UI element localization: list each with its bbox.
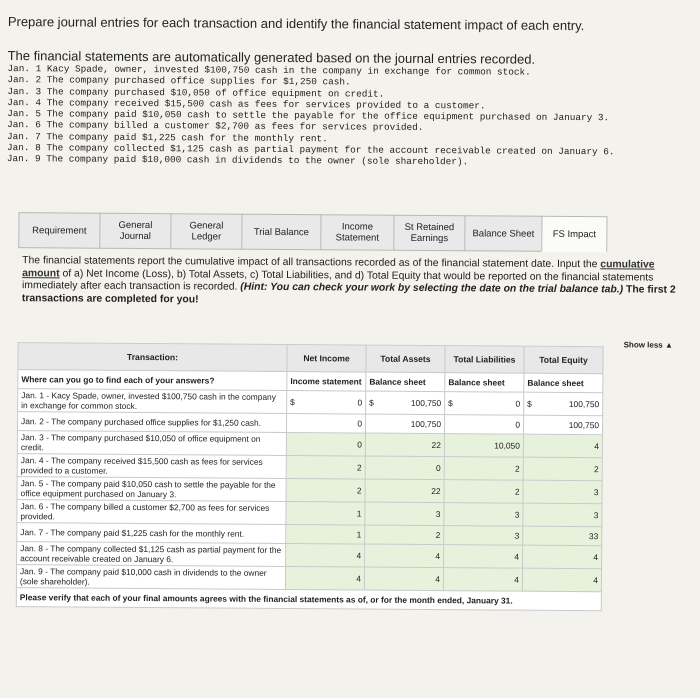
tab-fs-impact[interactable]: FS Impact — [541, 216, 607, 252]
total-liabilities-value: 2 — [515, 464, 520, 474]
triangle-up-icon: ▲ — [665, 341, 673, 350]
total-equity-input[interactable] — [523, 503, 602, 527]
net-income-value: 2 — [357, 486, 362, 496]
where-total-liabilities: Balance sheet — [445, 373, 524, 393]
cumulative-amount-link[interactable]: cumulative amount — [22, 259, 655, 279]
tab-income-statement[interactable]: Income Statement — [320, 214, 393, 251]
total-assets-input[interactable] — [365, 525, 444, 545]
net-income-value: 4 — [356, 551, 361, 561]
tab-trial-balance[interactable]: Trial Balance — [241, 214, 320, 251]
total-equity-input[interactable] — [523, 434, 602, 458]
transaction-label: Jan. 4 - The company received $15,500 cash as fees for services provided to a customer. — [17, 454, 286, 479]
page-title: Prepare journal entries for each transaction and identify the financial statement impact of each entry. — [8, 14, 585, 33]
net-income-value: 1 — [357, 509, 362, 519]
total-assets-input[interactable] — [365, 479, 444, 503]
event-item: Jan. 1 Kacy Spade, owner, invested $100,750 cash in the company in exchange for common stock. — [7, 63, 615, 79]
event-item: Jan. 5 The company paid $10,050 cash to settle the payable for the office equipment purchased on January 3. — [7, 108, 615, 124]
verify-note: Please verify that each of your final amounts agrees with the financial statements as of, or for the month ended, January 31. — [16, 588, 601, 611]
total-liabilities-input[interactable] — [444, 434, 523, 458]
total-equity-value: 4 — [594, 441, 599, 451]
total-assets-value: 2 — [436, 530, 441, 540]
event-item: Jan. 4 The company received $15,500 cash as fees for services provided to a customer. — [7, 97, 615, 113]
total-liabilities-value: 2 — [515, 487, 520, 497]
total-equity-value: 2 — [594, 464, 599, 474]
total-assets-value: 100,750 — [411, 419, 441, 429]
total-liabilities-input[interactable] — [444, 480, 523, 504]
total-equity-input[interactable] — [523, 545, 602, 569]
total-equity-value: 100,750 — [569, 399, 599, 409]
net-income-input[interactable] — [286, 456, 365, 480]
total-assets-input[interactable] — [365, 433, 444, 457]
net-income-value: 0 — [357, 398, 362, 408]
total-equity-value: 100,750 — [569, 420, 599, 430]
total-liabilities-value: 10,050 — [494, 440, 520, 450]
event-item: Jan. 2 The company purchased office supplies for $1,250 cash. — [7, 74, 615, 90]
total-assets-value: 100,750 — [411, 398, 441, 408]
total-assets-value: 3 — [436, 509, 441, 519]
tab-general-ledger[interactable]: General Ledger — [170, 213, 241, 249]
total-liabilities-value: 0 — [515, 399, 520, 409]
net-income-input[interactable] — [286, 479, 365, 503]
total-assets-value: 22 — [432, 440, 441, 450]
instructions-note: The first 2 transactions are completed for you! — [22, 284, 676, 305]
col-total-liabilities: Total Liabilities — [445, 346, 524, 374]
total-assets-input[interactable] — [365, 456, 444, 480]
net-income-value: 4 — [356, 574, 361, 584]
where-label: Where can you go to find each of your answers? — [18, 370, 287, 391]
currency-symbol: $ — [369, 398, 374, 408]
col-net-income: Net Income — [287, 345, 366, 373]
transaction-label: Jan. 2 - The company purchased office supplies for $1,250 cash. — [17, 412, 286, 433]
net-income-input[interactable] — [286, 433, 365, 457]
total-equity-input[interactable] — [523, 526, 602, 546]
total-equity-input[interactable] — [523, 480, 602, 504]
event-item: Jan. 6 The company billed a customer $2,700 as fees for services provided. — [7, 120, 615, 136]
total-equity-input — [524, 392, 603, 416]
event-item: Jan. 3 The company purchased $10,050 of office equipment on credit. — [7, 86, 615, 102]
instructions — [22, 255, 686, 310]
table-header-row — [18, 343, 603, 374]
total-equity-value: 33 — [589, 531, 598, 541]
tab-bar — [18, 212, 607, 252]
net-income-value: 0 — [357, 440, 362, 450]
total-assets-value: 22 — [431, 486, 440, 496]
net-income-input[interactable] — [285, 567, 364, 591]
currency-symbol: $ — [527, 399, 532, 409]
total-liabilities-input — [445, 392, 524, 416]
total-equity-input[interactable] — [522, 568, 601, 592]
col-total-assets: Total Assets — [366, 345, 445, 373]
net-income-input[interactable] — [286, 502, 365, 526]
transaction-label: Jan. 1 - Kacy Spade, owner, invested $100,750 cash in the company in exchange for common stock. — [18, 389, 287, 414]
instructions-text: of a) Net Income (Loss), b) Total Assets, c) Total Liabilities, and d) Total Equity that would be reported on the financial statements immediately after each transaction is recorded. — [22, 268, 653, 293]
total-equity-value: 4 — [593, 575, 598, 585]
total-liabilities-input[interactable] — [444, 503, 523, 527]
total-liabilities-input[interactable] — [444, 457, 523, 481]
total-equity-input — [523, 415, 602, 435]
total-equity-value: 3 — [594, 487, 599, 497]
currency-symbol: $ — [448, 398, 453, 408]
transaction-label: Jan. 9 - The company paid $10,000 cash in dividends to the owner (sole shareholder). — [16, 565, 285, 590]
total-assets-value: 4 — [435, 551, 440, 561]
tab-requirement[interactable]: Requirement — [18, 212, 99, 249]
total-liabilities-input[interactable] — [444, 545, 523, 569]
total-assets-value: 4 — [435, 574, 440, 584]
show-less-link[interactable] — [624, 340, 673, 349]
total-assets-input — [366, 391, 445, 415]
net-income-input[interactable] — [286, 544, 365, 568]
net-income-input — [286, 414, 365, 434]
total-assets-input — [365, 414, 444, 434]
net-income-value: 0 — [357, 419, 362, 429]
total-equity-value: 3 — [594, 510, 599, 520]
col-transaction: Transaction: — [18, 343, 287, 372]
total-assets-input[interactable] — [365, 544, 444, 568]
tab-balance-sheet[interactable]: Balance Sheet — [464, 215, 541, 252]
total-liabilities-value: 3 — [515, 531, 520, 541]
total-assets-value: 0 — [436, 463, 441, 473]
where-total-assets: Balance sheet — [366, 372, 445, 392]
transaction-label: Jan. 5 - The company paid $10,050 cash to settle the payable for the office equipment purchased on January 3. — [17, 477, 286, 502]
transaction-label: Jan. 6 - The company billed a customer $2,700 as fees for services provided. — [17, 500, 286, 525]
table-footer-row — [16, 588, 601, 611]
total-liabilities-input[interactable] — [444, 526, 523, 546]
event-item: Jan. 9 The company paid $10,000 cash in dividends to the owner (sole shareholder). — [7, 153, 615, 169]
event-item: Jan. 7 The company paid $1,225 cash for the monthly rent. — [7, 131, 615, 147]
total-liabilities-value: 3 — [515, 510, 520, 520]
net-income-value: 1 — [357, 530, 362, 540]
total-liabilities-input — [444, 415, 523, 435]
total-assets-input[interactable] — [364, 567, 443, 591]
total-liabilities-value: 4 — [514, 575, 519, 585]
net-income-input[interactable] — [286, 525, 365, 545]
page-subtitle: The financial statements are automatically generated based on the journal entries recorded. — [8, 48, 536, 67]
transaction-label: Jan. 3 - The company purchased $10,050 of office equipment on credit. — [17, 431, 286, 456]
total-equity-value: 4 — [593, 552, 598, 562]
total-liabilities-value: 4 — [514, 552, 519, 562]
instructions-text: The financial statements report the cumulative impact of all transactions recorded as of the financial statement date. Input the — [22, 255, 597, 270]
where-net-income: Income statement — [287, 372, 366, 392]
total-liabilities-value: 0 — [515, 420, 520, 430]
transaction-label: Jan. 8 - The company collected $1,125 cash as partial payment for the account receivable created on January 6. — [17, 542, 286, 567]
tab-st-retained-earnings[interactable]: St Retained Earnings — [393, 215, 464, 251]
tab-general-journal[interactable]: General Journal — [99, 213, 170, 249]
total-assets-input[interactable] — [365, 502, 444, 526]
net-income-input — [287, 391, 366, 415]
total-equity-input[interactable] — [523, 457, 602, 481]
transaction-label: Jan. 7 - The company paid $1,225 cash for the monthly rent. — [17, 523, 286, 544]
where-total-equity: Balance sheet — [524, 373, 603, 393]
event-list — [7, 63, 615, 169]
event-item: Jan. 8 The company collected $1,125 cash as partial payment for the account receivable created on January 6. — [7, 142, 615, 158]
col-total-equity: Total Equity — [524, 346, 603, 374]
show-less-label: Show less — [624, 340, 663, 349]
fs-impact-table — [16, 342, 604, 611]
currency-symbol: $ — [290, 397, 295, 407]
hint-text: (Hint: You can check your work by selecting the date on the trial balance tab.) — [240, 282, 623, 296]
net-income-value: 2 — [357, 463, 362, 473]
total-liabilities-input[interactable] — [443, 568, 522, 592]
